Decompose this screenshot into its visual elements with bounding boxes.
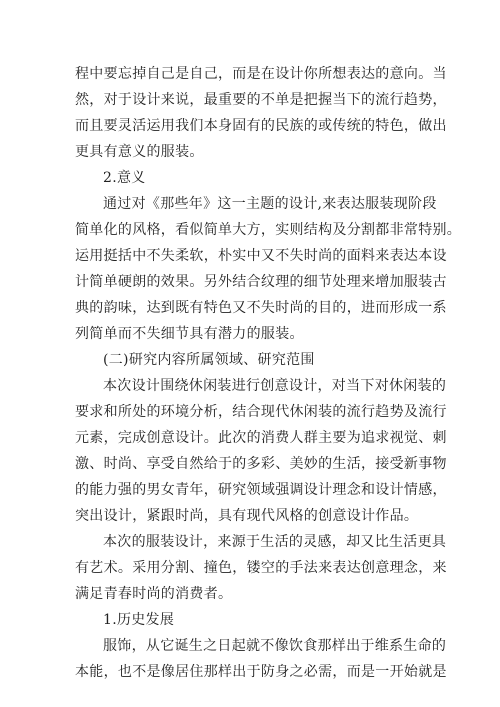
section-heading: 1.历史发展 xyxy=(103,612,175,628)
text-line: 列简单而不失细节具有潜力的服装。 xyxy=(75,326,304,342)
paragraph-first-line: 本次设计围绕休闲装进行创意设计，对当下对休闲装的 xyxy=(103,378,447,394)
section-heading: 2.意义 xyxy=(103,170,146,186)
text-line: 突出设计，紧跟时尚，具有现代风格的创意设计作品。 xyxy=(75,508,419,524)
paragraph-first-line: 通过对《那些年》这一主题的设计,来表达服装现阶段 xyxy=(103,196,437,212)
text-line: 然，对于设计来说，最重要的不单是把握当下的流行趋势， xyxy=(75,92,447,108)
paragraph-first-line: 本次的服装设计，来源于生活的灵感，却又比生活更具 xyxy=(103,534,447,550)
text-line: 典的韵味，达到既有特色又不失时尚的目的，进而形成一系 xyxy=(75,300,447,316)
text-line: 有艺术。采用分割、撞色，镂空的手法来表达创意理念，来 xyxy=(75,560,447,576)
text-line: 程中要忘掉自己是自己，而是在设计你所想表达的意向。当 xyxy=(75,66,447,82)
text-line: 运用挺括中不失柔软，朴实中又不失时尚的面料来表达本设 xyxy=(75,248,447,264)
text-line: 满足青春时尚的消费者。 xyxy=(75,586,233,602)
text-line: 要求和所处的环境分析，结合现代休闲装的流行趋势及流行 xyxy=(75,404,447,420)
text-line: 的能力强的男女青年，研究领域强调设计理念和设计情感， xyxy=(75,482,447,498)
text-line: 简单化的风格，看似简单大方，实则结构及分割都非常特别。 xyxy=(75,222,462,238)
section-heading: (二)研究内容所属领域、研究范围 xyxy=(103,352,315,368)
paragraph-first-line: 服饰，从它诞生之日起就不像饮食那样出于维系生命的 xyxy=(103,638,447,654)
text-line: 本能，也不是像居住那样出于防身之必需，而是一开始就是 xyxy=(75,664,447,680)
text-line: 元素，完成创意设计。此次的消费人群主要为追求视觉、刺 xyxy=(75,430,447,446)
text-line: 而且要灵活运用我们本身固有的民族的或传统的特色，做出 xyxy=(75,118,447,134)
text-line: 计简单硬朗的效果。另外结合纹理的细节处理来增加服装古 xyxy=(75,274,447,290)
text-line: 更具有意义的服装。 xyxy=(75,144,204,160)
text-line: 激、时尚、享受自然给于的多彩、美妙的生活，接受新事物 xyxy=(75,456,447,472)
